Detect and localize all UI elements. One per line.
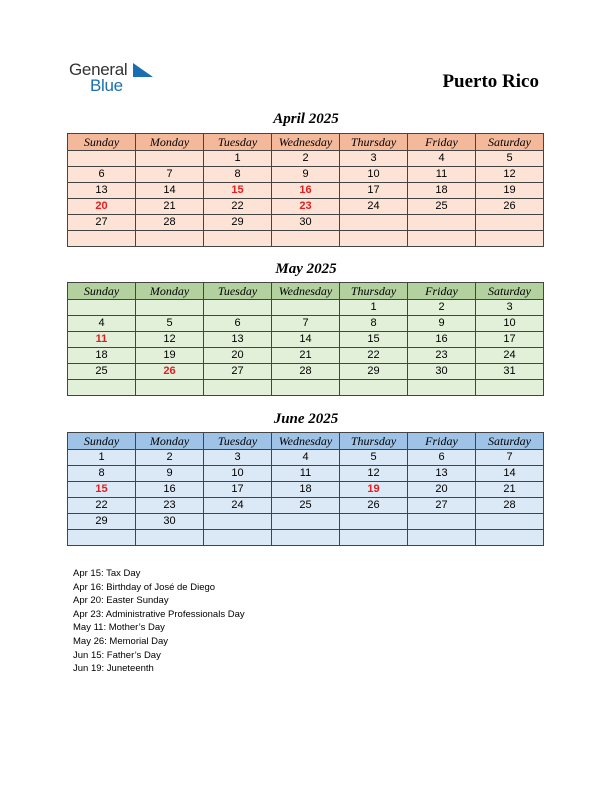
day-cell: 11 xyxy=(272,466,340,482)
day-cell: 23 xyxy=(272,199,340,215)
empty-day-cell xyxy=(136,231,204,247)
week-row xyxy=(68,167,544,183)
empty-day-cell xyxy=(204,514,272,530)
day-cell: 9 xyxy=(136,466,204,482)
holiday-notes xyxy=(73,567,245,676)
weekday-header-row xyxy=(68,433,544,450)
day-cell: 4 xyxy=(272,450,340,466)
day-cell: 1 xyxy=(340,300,408,316)
weekday-header-saturday: Saturday xyxy=(476,134,544,151)
day-cell: 6 xyxy=(408,450,476,466)
empty-day-cell xyxy=(340,380,408,396)
empty-day-cell xyxy=(68,231,136,247)
day-cell: 2 xyxy=(272,151,340,167)
day-cell: 26 xyxy=(340,498,408,514)
empty-day-cell xyxy=(136,380,204,396)
holiday-note: May 11: Mother’s Day xyxy=(73,622,165,634)
day-cell: 25 xyxy=(272,498,340,514)
day-cell: 6 xyxy=(68,167,136,183)
week-row xyxy=(68,332,544,348)
day-cell: 13 xyxy=(408,466,476,482)
holiday-note: Apr 20: Easter Sunday xyxy=(73,595,169,607)
day-cell: 15 xyxy=(204,183,272,199)
day-cell: 3 xyxy=(204,450,272,466)
day-cell: 7 xyxy=(272,316,340,332)
day-cell: 29 xyxy=(340,364,408,380)
day-cell: 24 xyxy=(204,498,272,514)
holiday-note: Jun 19: Juneteenth xyxy=(73,663,154,675)
day-cell: 23 xyxy=(408,348,476,364)
weekday-header-friday: Friday xyxy=(408,433,476,450)
week-row xyxy=(68,231,544,247)
day-cell: 16 xyxy=(408,332,476,348)
empty-day-cell xyxy=(408,514,476,530)
day-cell: 9 xyxy=(408,316,476,332)
empty-day-cell xyxy=(272,514,340,530)
empty-day-cell xyxy=(136,300,204,316)
empty-day-cell xyxy=(204,231,272,247)
day-cell: 12 xyxy=(476,167,544,183)
week-row xyxy=(68,380,544,396)
weekday-header-sunday: Sunday xyxy=(68,283,136,300)
day-cell: 26 xyxy=(136,364,204,380)
day-cell: 17 xyxy=(340,183,408,199)
day-cell: 29 xyxy=(68,514,136,530)
day-cell: 27 xyxy=(408,498,476,514)
day-cell: 22 xyxy=(204,199,272,215)
day-cell: 4 xyxy=(408,151,476,167)
weekday-header-monday: Monday xyxy=(136,283,204,300)
day-cell: 22 xyxy=(340,348,408,364)
logo xyxy=(69,60,169,96)
empty-day-cell xyxy=(204,300,272,316)
empty-day-cell xyxy=(68,300,136,316)
holiday-note: Jun 15: Father’s Day xyxy=(73,649,161,661)
day-cell: 8 xyxy=(340,316,408,332)
calendar-may xyxy=(67,282,544,396)
day-cell: 20 xyxy=(408,482,476,498)
week-row xyxy=(68,482,544,498)
week-row xyxy=(68,498,544,514)
day-cell: 16 xyxy=(136,482,204,498)
day-cell: 28 xyxy=(476,498,544,514)
weekday-header-row xyxy=(68,283,544,300)
day-cell: 20 xyxy=(204,348,272,364)
weekday-header-row xyxy=(68,134,544,151)
day-cell: 30 xyxy=(408,364,476,380)
day-cell: 10 xyxy=(476,316,544,332)
empty-day-cell xyxy=(68,380,136,396)
day-cell: 2 xyxy=(136,450,204,466)
empty-day-cell xyxy=(272,231,340,247)
day-cell: 21 xyxy=(476,482,544,498)
day-cell: 11 xyxy=(408,167,476,183)
holiday-note: Apr 16: Birthday of José de Diego xyxy=(73,581,216,593)
holiday-note: Apr 15: Tax Day xyxy=(73,568,141,579)
week-row xyxy=(68,530,544,546)
empty-day-cell xyxy=(408,231,476,247)
empty-day-cell xyxy=(272,300,340,316)
weekday-header-tuesday: Tuesday xyxy=(204,433,272,450)
day-cell: 27 xyxy=(68,215,136,231)
week-row xyxy=(68,215,544,231)
weekday-header-tuesday: Tuesday xyxy=(204,283,272,300)
day-cell: 2 xyxy=(408,300,476,316)
day-cell: 30 xyxy=(272,215,340,231)
empty-day-cell xyxy=(340,530,408,546)
week-row xyxy=(68,466,544,482)
day-cell: 11 xyxy=(68,332,136,348)
day-cell: 15 xyxy=(340,332,408,348)
weekday-header-sunday: Sunday xyxy=(68,134,136,151)
empty-day-cell xyxy=(476,231,544,247)
empty-day-cell xyxy=(476,380,544,396)
day-cell: 1 xyxy=(68,450,136,466)
day-cell: 4 xyxy=(68,316,136,332)
empty-day-cell xyxy=(272,530,340,546)
week-row xyxy=(68,183,544,199)
day-cell: 18 xyxy=(272,482,340,498)
empty-day-cell xyxy=(476,514,544,530)
day-cell: 19 xyxy=(476,183,544,199)
week-row xyxy=(68,151,544,167)
day-cell: 12 xyxy=(340,466,408,482)
weekday-header-monday: Monday xyxy=(136,134,204,151)
day-cell: 21 xyxy=(136,199,204,215)
day-cell: 28 xyxy=(136,215,204,231)
weekday-header-wednesday: Wednesday xyxy=(272,134,340,151)
day-cell: 17 xyxy=(204,482,272,498)
weekday-header-sunday: Sunday xyxy=(68,433,136,450)
day-cell: 22 xyxy=(68,498,136,514)
logo-triangle-icon xyxy=(133,63,153,79)
month-title-june: June 2025 xyxy=(273,411,339,427)
empty-day-cell xyxy=(408,215,476,231)
day-cell: 25 xyxy=(408,199,476,215)
empty-day-cell xyxy=(476,215,544,231)
day-cell: 10 xyxy=(340,167,408,183)
day-cell: 13 xyxy=(68,183,136,199)
day-cell: 27 xyxy=(204,364,272,380)
day-cell: 3 xyxy=(340,151,408,167)
weekday-header-wednesday: Wednesday xyxy=(272,433,340,450)
empty-day-cell xyxy=(272,380,340,396)
week-row xyxy=(68,199,544,215)
empty-day-cell xyxy=(136,151,204,167)
empty-day-cell xyxy=(68,151,136,167)
calendar-june xyxy=(67,432,544,546)
empty-day-cell xyxy=(340,215,408,231)
week-row xyxy=(68,300,544,316)
day-cell: 23 xyxy=(136,498,204,514)
day-cell: 18 xyxy=(408,183,476,199)
day-cell: 1 xyxy=(204,151,272,167)
weekday-header-saturday: Saturday xyxy=(476,433,544,450)
week-row xyxy=(68,316,544,332)
empty-day-cell xyxy=(136,530,204,546)
day-cell: 26 xyxy=(476,199,544,215)
day-cell: 8 xyxy=(204,167,272,183)
weekday-header-thursday: Thursday xyxy=(340,283,408,300)
day-cell: 16 xyxy=(272,183,340,199)
country-title: Puerto Rico xyxy=(442,71,539,92)
month-title-april: April 2025 xyxy=(273,111,339,127)
month-title-may: May 2025 xyxy=(275,261,337,277)
logo-blue-text: Blue xyxy=(90,76,123,95)
day-cell: 14 xyxy=(136,183,204,199)
empty-day-cell xyxy=(340,231,408,247)
weekday-header-thursday: Thursday xyxy=(340,433,408,450)
empty-day-cell xyxy=(476,530,544,546)
day-cell: 20 xyxy=(68,199,136,215)
weekday-header-wednesday: Wednesday xyxy=(272,283,340,300)
week-row xyxy=(68,450,544,466)
day-cell: 7 xyxy=(136,167,204,183)
day-cell: 31 xyxy=(476,364,544,380)
weekday-header-tuesday: Tuesday xyxy=(204,134,272,151)
day-cell: 29 xyxy=(204,215,272,231)
day-cell: 6 xyxy=(204,316,272,332)
weekday-header-monday: Monday xyxy=(136,433,204,450)
weekday-header-friday: Friday xyxy=(408,283,476,300)
weekday-header-friday: Friday xyxy=(408,134,476,151)
weekday-header-saturday: Saturday xyxy=(476,283,544,300)
week-row xyxy=(68,514,544,530)
holiday-note: May 26: Memorial Day xyxy=(73,635,169,647)
day-cell: 19 xyxy=(340,482,408,498)
day-cell: 13 xyxy=(204,332,272,348)
day-cell: 9 xyxy=(272,167,340,183)
day-cell: 25 xyxy=(68,364,136,380)
day-cell: 18 xyxy=(68,348,136,364)
logo-general-text: General xyxy=(69,60,128,79)
day-cell: 14 xyxy=(476,466,544,482)
day-cell: 5 xyxy=(476,151,544,167)
empty-day-cell xyxy=(204,380,272,396)
day-cell: 24 xyxy=(340,199,408,215)
day-cell: 8 xyxy=(68,466,136,482)
day-cell: 12 xyxy=(136,332,204,348)
day-cell: 30 xyxy=(136,514,204,530)
empty-day-cell xyxy=(340,514,408,530)
day-cell: 28 xyxy=(272,364,340,380)
day-cell: 5 xyxy=(340,450,408,466)
empty-day-cell xyxy=(204,530,272,546)
calendar-april xyxy=(67,133,544,247)
day-cell: 15 xyxy=(68,482,136,498)
day-cell: 14 xyxy=(272,332,340,348)
empty-day-cell xyxy=(408,530,476,546)
day-cell: 3 xyxy=(476,300,544,316)
holiday-note: Apr 23: Administrative Professionals Day xyxy=(73,608,245,620)
week-row xyxy=(68,364,544,380)
weekday-header-thursday: Thursday xyxy=(340,134,408,151)
day-cell: 17 xyxy=(476,332,544,348)
day-cell: 19 xyxy=(136,348,204,364)
empty-day-cell xyxy=(408,380,476,396)
day-cell: 21 xyxy=(272,348,340,364)
day-cell: 5 xyxy=(136,316,204,332)
week-row xyxy=(68,348,544,364)
empty-day-cell xyxy=(68,530,136,546)
day-cell: 7 xyxy=(476,450,544,466)
day-cell: 24 xyxy=(476,348,544,364)
day-cell: 10 xyxy=(204,466,272,482)
